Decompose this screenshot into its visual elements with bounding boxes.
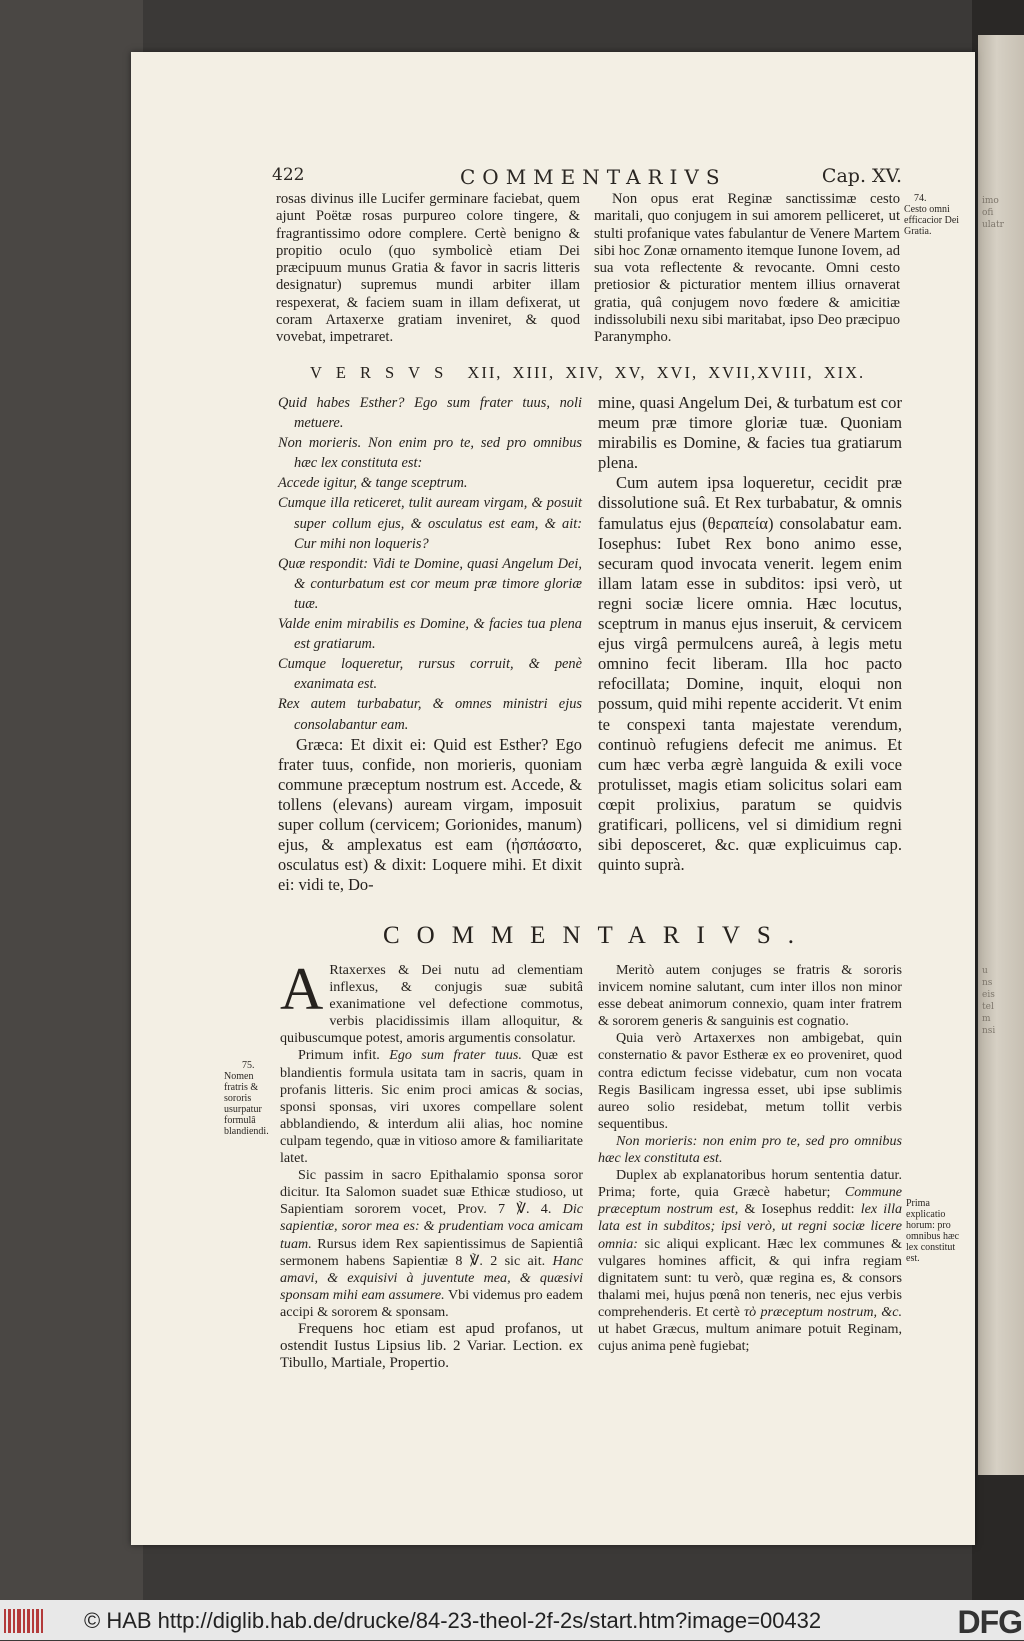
commentary-right-column: [598, 962, 902, 1355]
commentary-text: & Iosephus reddit:: [744, 1201, 855, 1218]
commentary-paragraph: Frequens hoc etiam est apud profanos, ut ostendit Iustus Lipsius lib. 2 Variar. Lection. ex Tibullo, Martiale, Propertio.: [280, 1320, 583, 1372]
margin-note-number: 74.: [914, 193, 927, 204]
commentary-quote: lex illa lata est in subditos; ipsi verò, ut regni sociæ licere omnia:: [598, 1201, 903, 1252]
verse-line: Cumque illa reticeret, tulit auream virgam, & posuit super collum ejus, & osculatus est eam, & ait: Cur mihi non loqueris?: [278, 495, 582, 552]
top-left-text: rosas divinus ille Lucifer germinare faciebat, quem ajunt Poëtæ rosas purpureo colore tingere, & fragrantissimo odore complere. Certè benigno & propitio oculo (quo symbolicè etiam Dei præcipuum munus Gratia & favor in sacris litteris designatur) supremus mundi arbiter illam respexerat, & faciem suam in illam defixerat, ut coram Artaxerxe gratiam inveniret, & quod vovebat, impetraret.: [276, 191, 580, 346]
margin-note-74: [904, 193, 962, 237]
running-title: COMMENTARIVS: [460, 165, 727, 189]
verse-line: Valde enim mirabilis es Domine, & facies tua plena est gratiarum.: [278, 616, 582, 653]
commentary-heading: COMMENTARIVS.: [383, 922, 812, 949]
verse-line: Quæ respondit: Vidi te Domine, quasi Angelum Dei, & conturbatum est cor meum præ timore gloriæ tuæ.: [278, 555, 582, 612]
verse-line: Accede igitur, & tange sceptrum.: [278, 475, 468, 492]
margin-note-75: [224, 1060, 274, 1137]
commentary-paragraph: Rtaxerxes & Dei nutu ad clementiam inflexus, & conjugis suæ subitâ exanimatione vel defectione commotus, verbis placidissimis illam alloquitur, & quibuscumque potest, amoris argumentis consolatur.: [280, 962, 583, 1047]
commentary-text: Quæ est blandientis formula usitata tam in sacris, quam in profanis litteris. Sic enim proci amicas & socias, sponsi sponsas, viri uxores compellare solent abblandiendo, & interdum alii alias, hoc nomine culpam tegendo, quæ in vitioso amore & familiaritate latet.: [280, 1047, 583, 1167]
commentary-quote: Ego sum frater tuus.: [389, 1047, 522, 1064]
verse-right-paragraph: mine, quasi Angelum Dei, & turbatum est cor meum præ timore gloriæ tuæ. Quoniam mirabilis es Domine, & facies tua gratiarum plena.: [598, 393, 902, 473]
commentary-text: Sic passim in sacro Epithalamio sponsa soror dicitur. Ita Salomon suadet suæ Ethicæ studioso, ut Sapientiam sororem vocet, Prov. 7 ℣. 4.: [280, 1167, 583, 1218]
commentary-quote: τὸ præceptum nostrum, &c.: [744, 1303, 902, 1320]
viewer-footer: [0, 1600, 1024, 1640]
page-number: 422: [272, 165, 305, 185]
hab-logo-icon: [4, 1609, 44, 1633]
drop-cap: A: [280, 956, 324, 1022]
graeca-paragraph: Græca: Et dixit ei: Quid est Esther? Ego frater tuus, confide, non morieris, quoniam commune præceptum nostrum est. Accede, & tollens (elevans) auream virgam, imposuit super collum (cervicem; Gorionides, manum) ejus, & amplexatus est eam (ἠσπάσατο, osculatus est) & dixit: Loquere mihi. Et dixit ei: vidi te, Do-: [278, 734, 582, 895]
commentary-quote: Non morieris: non enim pro te, sed pro omnibus hæc lex constituta est.: [598, 1132, 902, 1167]
verse-line: Non morieris. Non enim pro te, sed pro omnibus hæc lex constituta est:: [278, 435, 582, 472]
verse-heading: [310, 363, 870, 383]
verse-right-paragraph: Cum autem ipsa loqueretur, cecidit præ dissolutione suâ. Et Rex turbabatur, & omnis famulatus ejus (θεραπεία) consolabatur eam. Iosephus: Iubet Rex bono animo esse, securam quod invocata venerit. legem enim illam latam esse in subditos: ipsi verò, ut regni sociæ licere omnia. Hæc locutus, sceptrum in manus ejus inseruit, & cervicem ejus virgâ permulcens aureâ, à legis metu omnino fecit liberam. Illa hoc pacto refocillata; Domine, inquit, eloqui non possum, quid mihi repente acciderit. Vt enim te conspexi tanta majestate verendum, continuò refugiens defecit me animus. Et cum hæc verba ægrè languida & exili voce protulisset, magis etiam solicitus solari eam cœpit prolixius, paratum se quidvis gratificari, pollicens, vel si dimidium regni sibi deposceret, &c. quæ explicuimus cap. quinto suprà.: [598, 473, 902, 875]
top-right-column: [594, 191, 900, 347]
commentary-text: Primum infit.: [298, 1047, 380, 1064]
margin-note-text: Cesto omni efficacior Dei Gratia.: [904, 204, 960, 237]
commentary-quote: Dic sapientiæ, soror mea es: & prudentiam voca amicam tuam.: [280, 1201, 584, 1252]
verse-line: Rex autem turbabatur, & omnes ministri ejus consolabantur eam.: [278, 696, 582, 733]
commentary-text: Rursus idem Rex sapientissimus de Sapientiâ sermonem habens Sapientiæ 8 ℣. 2 sic ait.: [280, 1235, 583, 1269]
verse-right-column: [598, 393, 902, 875]
verse-line: Cumque loqueretur, rursus corruit, & penè exanimata est.: [278, 656, 582, 693]
top-right-text: Non opus erat Reginæ sanctissimæ cesto maritali, quo conjugem in sui amorem pelliceret, ut stulti profanique vates fabulantur de Venere Martem sibi hoc Zonæ ornamento itemque Iunone Iovem, ad sua vota reflectente & revocante. Omni cesto pretiosior & picturatior mentem illius ornaverat gratia, quâ conjugem novo fœdere & amicitiæ indissolubili nexu sibi maritabat, ipso Deo præcipuo Paranympho.: [594, 191, 900, 346]
verse-heading-numbers: XII, XIII, XIV, XV, XVI, XVII,XVIII, XIX.: [467, 363, 866, 382]
top-left-column: [276, 191, 580, 347]
verse-line: Quid habes Esther? Ego sum frater tuus, noli metuere.: [278, 395, 582, 432]
commentary-left-column: [280, 956, 584, 1372]
margin-note-number: 75.: [242, 1060, 255, 1071]
verse-heading-word: VERSVS: [310, 363, 458, 382]
running-head: [272, 165, 902, 189]
dfg-logo: DFG: [957, 1604, 1022, 1640]
source-url-link[interactable]: © HAB http://diglib.hab.de/drucke/84-23-theol-2f-2s/start.htm?image=00432: [84, 1608, 822, 1633]
commentary-text: sic aliqui explicant. Hæc lex communes & vulgares homines afficit, & qui infra regiam dignitatem sunt: tu verò, quæ regina es, & consors thalami mei, hujus pœnâ non teneris, nec ejus verbis comprehenderis. Et certè: [598, 1235, 902, 1320]
margin-note-text: Nomen fratris & sororis usurpatur formulâ blandiendi.: [224, 1071, 269, 1137]
verse-left-column: [278, 393, 582, 895]
commentary-text: Duplex ab explanatoribus horum sententia datur. Prima; forte, quia Græcè habetur;: [598, 1167, 902, 1201]
chapter-label: Cap. XV.: [821, 165, 902, 187]
scan-background-left: [0, 0, 143, 1600]
next-leaf-edge: imo ofi ulatr u ns eis tel m nsi: [978, 35, 1024, 1475]
commentary-paragraph: Meritò autem conjuges se fratris & sororis invicem nomine salutant, cum inter illos non minor esse debeat animorum connexio, quam inter fratrem & sororem generis & sanguinis est cognatio.: [598, 962, 902, 1030]
commentary-text: Vbi videmus pro eadem accipi & sororem & sponsam.: [280, 1286, 584, 1320]
commentary-quote: Hanc amavi, & exquisivi à juventute mea, & quæsivi sponsam mihi eam assumere.: [280, 1252, 583, 1303]
margin-note-prima: Prima explicatio horum: pro omnibus hæc lex constitut est.: [906, 1198, 960, 1264]
commentary-quote: Commune præceptum nostrum est,: [598, 1184, 902, 1218]
commentary-text: ut habet Græcus, multum animare potuit Reginam, cujus anima penè fugiebat;: [598, 1320, 902, 1355]
commentary-paragraph: Quia verò Artaxerxes non ambigebat, quin consternatio & pavor Estheræ ex eo proveniret, quod contra edictum fecisse videbatur, cum non vocata Regis Basilicam ingressa esset, ubi ipse sublimis aureo solio residebat, metum tollit verbis sequentibus.: [598, 1030, 902, 1132]
